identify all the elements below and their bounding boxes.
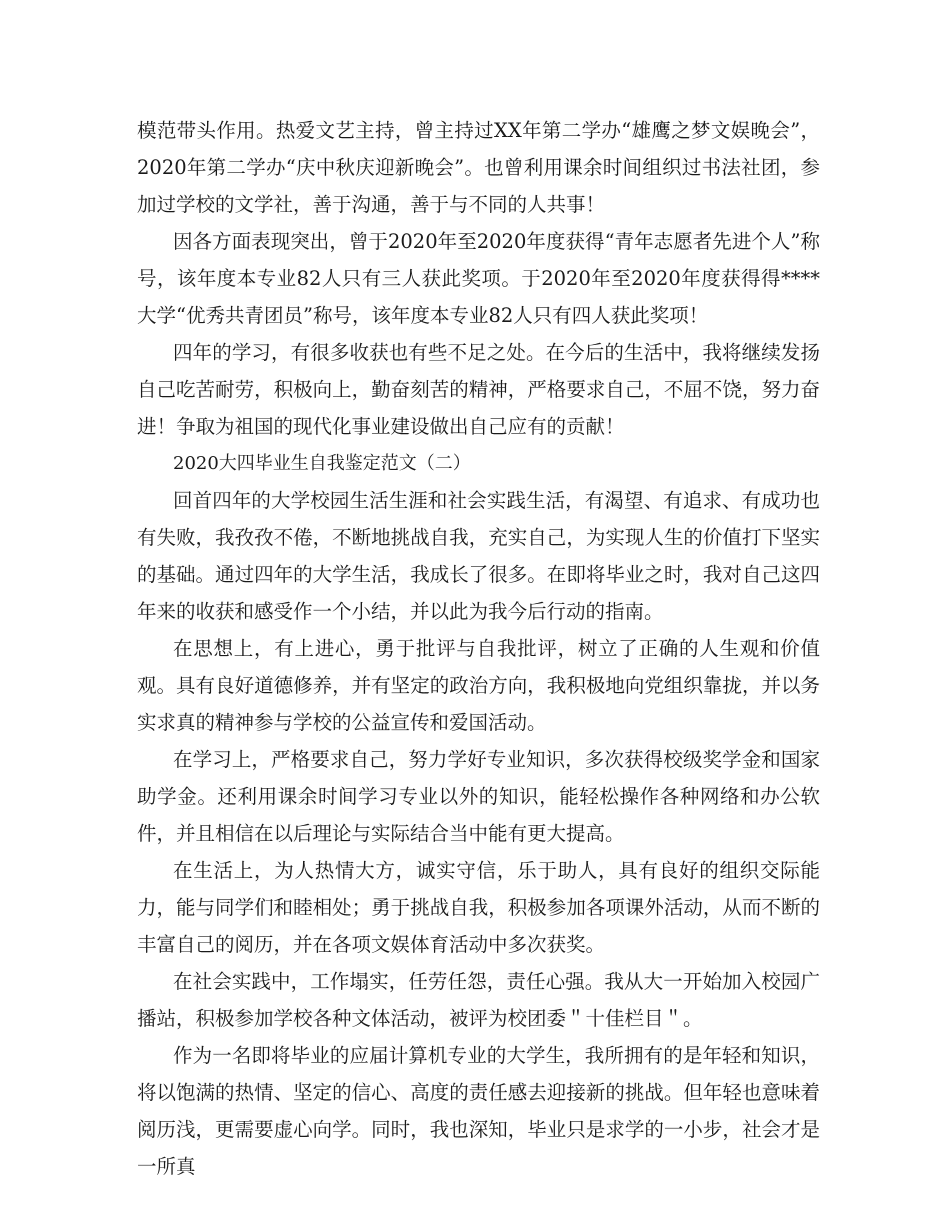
section-heading: 2020大四毕业生自我鉴定范文（二）: [173, 453, 471, 474]
paragraph-study: 在学习上，严格要求自己，努力学好专业知识，多次获得校级奖学金和国家助学金。还利用课余时间学习专业以外的知识，能轻松操作各种网络和办公软件，并且相信在以后理论与实际结合当中能有更大提高。: [137, 748, 820, 845]
paragraph-outlook: 作为一名即将毕业的应届计算机专业的大学生，我所拥有的是年轻和知识，将以饱满的热情、坚定的信心、高度的责任感去迎接新的挑战。但年轻也意味着阅历浅，更需要虚心向学。同时，我也深知，毕业只是求学的一小步，社会才是一所真: [137, 1044, 820, 1178]
paragraph-continuation: 模范带头作用。热爱文艺主持，曾主持过XX年第二学办“雄鹰之梦文娱晚会”，2020年第二学办“庆中秋庆迎新晚会”。也曾利用课余时间组织过书法社团，参加过学校的文学社，善于沟通，善于与不同的人共事！: [137, 119, 820, 216]
paragraph-practice: 在社会实践中，工作塌实，任劳任怨，责任心强。我从大一开始加入校园广播站，积极参加学校各种文体活动，被评为校团委＂十佳栏目＂。: [137, 970, 820, 1030]
paragraph-life: 在生活上，为人热情大方，诚实守信，乐于助人，具有良好的组织交际能力，能与同学们和睦相处；勇于挑战自我，积极参加各项课外活动，从而不断的丰富自己的阅历，并在各项文娱体育活动中多次获奖。: [137, 859, 820, 956]
paragraph-thought: 在思想上，有上进心，勇于批评与自我批评，树立了正确的人生观和价值观。具有良好道德修养，并有坚定的政治方向，我积极地向党组织靠拢，并以务实求真的精神参与学校的公益宣传和爱国活动。: [137, 637, 820, 734]
paragraph-intro: 回首四年的大学校园生活生涯和社会实践生活，有渴望、有追求、有成功也有失败，我孜孜不倦，不断地挑战自我，充实自己，为实现人生的价值打下坚实的基础。通过四年的大学生活，我成长了很多。在即将毕业之时，我对自己这四年来的收获和感受作一个小结，并以此为我今后行动的指南。: [137, 489, 820, 623]
paragraph-summary: 四年的学习，有很多收获也有些不足之处。在今后的生活中，我将继续发扬自己吃苦耐劳，积极向上，勤奋刻苦的精神，严格要求自己，不屈不饶，努力奋进！争取为祖国的现代化事业建设做出自己应有的贡献！: [137, 341, 820, 438]
paragraph-awards: 因各方面表现突出，曾于2020年至2020年度获得“青年志愿者先进个人”称号，该年度本专业82人只有三人获此奖项。于2020年至2020年度获得得****大学“优秀共青团员”称号，该年度本专业82人只有四人获此奖项！: [137, 230, 820, 327]
